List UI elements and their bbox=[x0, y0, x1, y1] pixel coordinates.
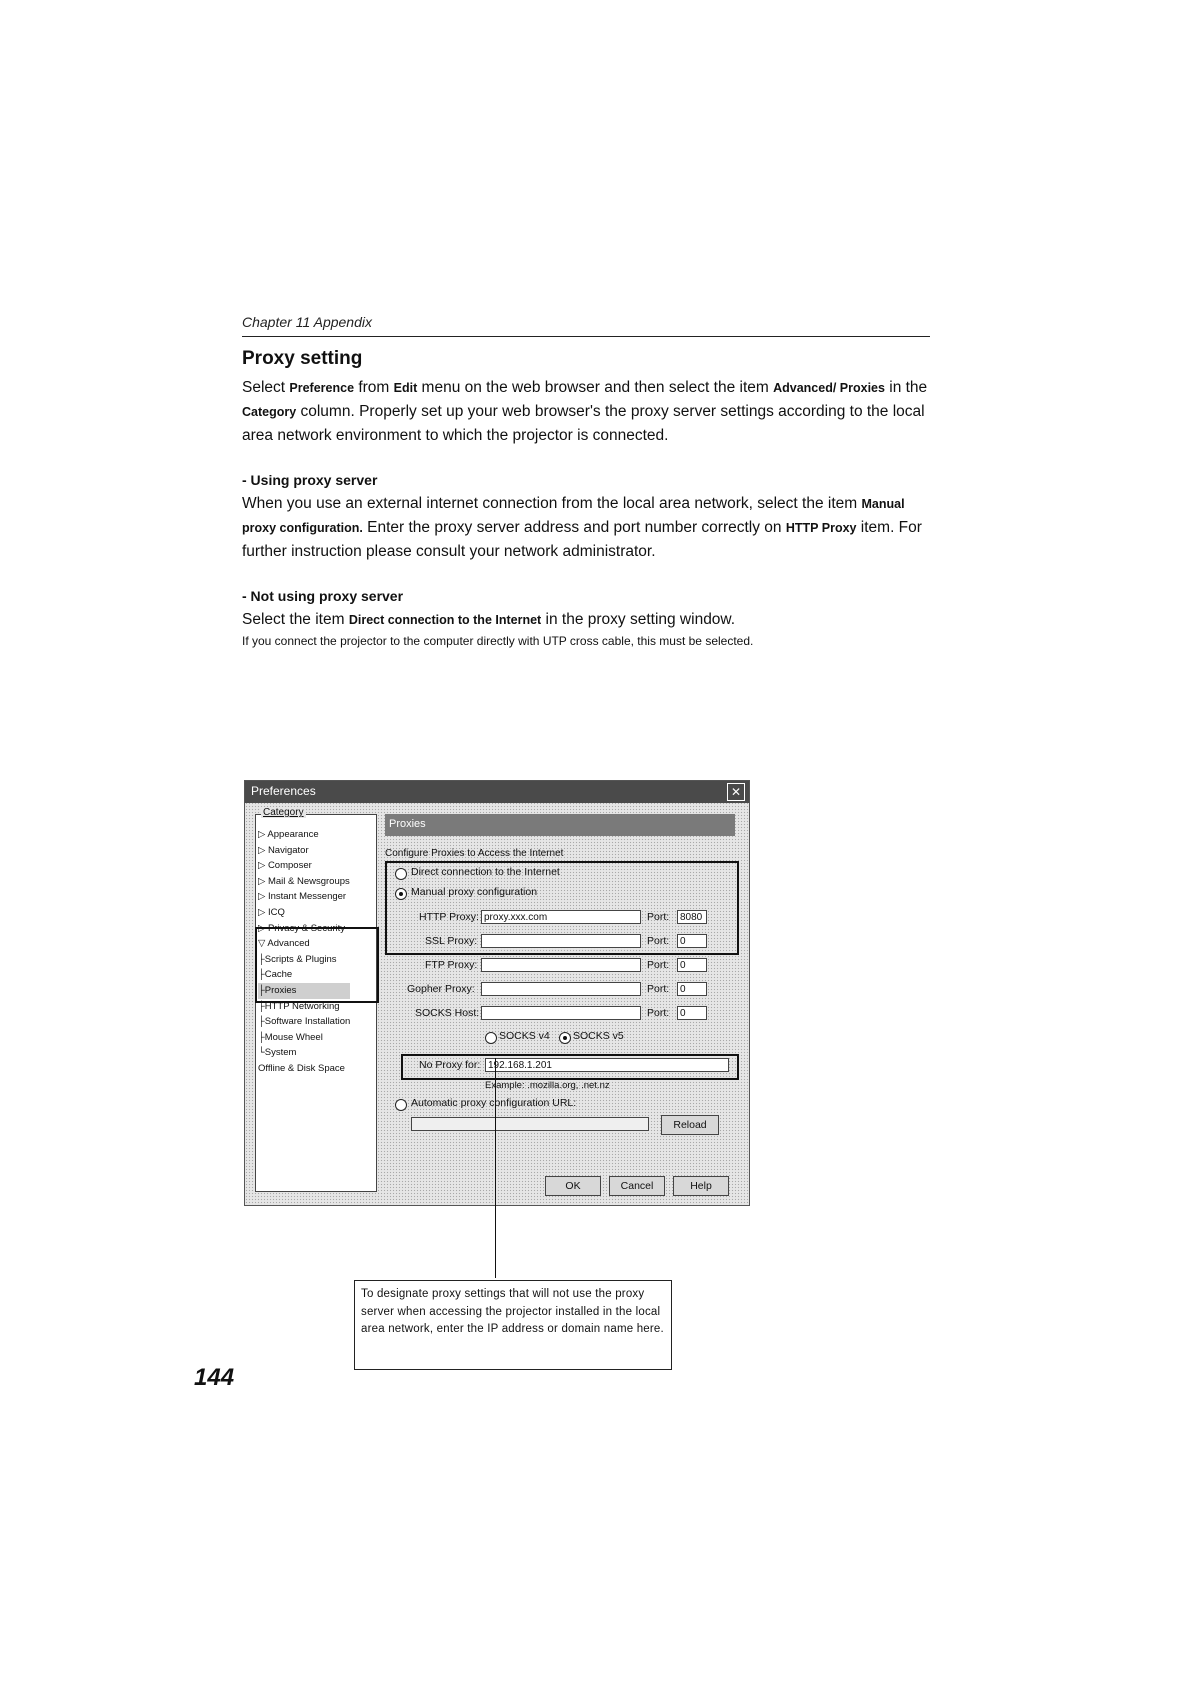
using-proxy-heading: - Using proxy server bbox=[242, 472, 378, 488]
socks-v4-label: SOCKS v4 bbox=[499, 1030, 550, 1042]
tree-item-proxies[interactable]: ├Proxies bbox=[258, 983, 350, 999]
automatic-url-field[interactable] bbox=[411, 1117, 649, 1131]
socks-port-field[interactable]: 0 bbox=[677, 1006, 707, 1020]
callout-line bbox=[495, 1058, 496, 1278]
tree-item-offline[interactable]: Offline & Disk Space bbox=[258, 1062, 345, 1074]
tree-item-navigator[interactable]: ▷ Navigator bbox=[258, 844, 309, 856]
manual-proxy-radio[interactable] bbox=[395, 888, 407, 900]
category-pane bbox=[255, 814, 377, 1192]
socks-v4-radio[interactable] bbox=[485, 1032, 497, 1044]
tree-item-system[interactable]: └System bbox=[258, 1047, 297, 1059]
direct-connection-radio[interactable] bbox=[395, 868, 407, 880]
header-rule bbox=[242, 336, 930, 337]
socks-host-label: SOCKS Host: bbox=[415, 1007, 480, 1019]
reload-button[interactable]: Reload bbox=[661, 1115, 719, 1135]
no-proxy-label: No Proxy for: bbox=[419, 1059, 481, 1071]
http-port-field[interactable]: 8080 bbox=[677, 910, 707, 924]
http-proxy-label: HTTP Proxy: bbox=[419, 911, 479, 923]
tree-item-icq[interactable]: ▷ ICQ bbox=[258, 906, 285, 918]
gopher-proxy-label: Gopher Proxy: bbox=[407, 983, 475, 995]
category-label: Category bbox=[263, 807, 304, 818]
proxies-panel-title: Proxies bbox=[389, 818, 426, 830]
gopher-port-label: Port: bbox=[647, 983, 670, 995]
tree-item-mouse-wheel[interactable]: ├Mouse Wheel bbox=[258, 1031, 323, 1043]
callout-text: To designate proxy settings that will not use the proxy server when accessing the projector installed in the local area network, enter the IP address or domain name here. bbox=[361, 1288, 664, 1335]
utp-note: If you connect the projector to the computer directly with UTP cross cable, this must be selected. bbox=[242, 634, 754, 648]
proxies-panel bbox=[385, 814, 737, 1156]
callout-box bbox=[354, 1280, 672, 1370]
ftp-port-label: Port: bbox=[647, 959, 670, 971]
help-button[interactable]: Help bbox=[673, 1176, 729, 1196]
section-title: Proxy setting bbox=[242, 348, 363, 369]
proxies-panel-header bbox=[385, 814, 735, 836]
ssl-port-label: Port: bbox=[647, 935, 670, 947]
tree-item-http-networking[interactable]: ├HTTP Networking bbox=[258, 1000, 340, 1012]
socks-v5-radio[interactable] bbox=[559, 1032, 571, 1044]
tree-item-scripts[interactable]: ├Scripts & Plugins bbox=[258, 953, 337, 965]
preferences-dialog bbox=[244, 780, 750, 1206]
tree-item-advanced[interactable]: ▽ Advanced bbox=[258, 938, 310, 950]
automatic-proxy-label: Automatic proxy configuration URL: bbox=[411, 1097, 577, 1109]
manual-proxy-label: Manual proxy configuration bbox=[411, 886, 538, 898]
direct-connection-label: Direct connection to the Internet bbox=[411, 866, 560, 878]
not-using-proxy-heading: - Not using proxy server bbox=[242, 588, 404, 604]
group-label: Configure Proxies to Access the Internet bbox=[385, 848, 564, 859]
intro-paragraph: Select Preference from Edit menu on the web browser and then select the item Advanced/ Proxies in the Category column. Properly set up your web browser's the proxy server settings according to the local area network environment to which the projector is connected. bbox=[242, 379, 928, 444]
ssl-proxy-label: SSL Proxy: bbox=[425, 935, 478, 947]
ssl-proxy-field[interactable] bbox=[481, 934, 641, 948]
dialog-titlebar bbox=[245, 781, 749, 803]
using-proxy-paragraph: When you use an external internet connection from the local area network, select the item Manual proxy configuration. Enter the proxy server address and port number correctly on HTTP Proxy item. For further instruction please consult your network administrator. bbox=[242, 495, 922, 560]
dialog-title: Preferences bbox=[251, 784, 316, 798]
ftp-port-field[interactable]: 0 bbox=[677, 958, 707, 972]
ok-button[interactable]: OK bbox=[545, 1176, 601, 1196]
ftp-proxy-label: FTP Proxy: bbox=[425, 959, 478, 971]
page-number: 144 bbox=[194, 1364, 235, 1391]
cancel-button[interactable]: Cancel bbox=[609, 1176, 665, 1196]
socks-port-label: Port: bbox=[647, 1007, 670, 1019]
tree-item-mail[interactable]: ▷ Mail & Newsgroups bbox=[258, 875, 350, 887]
automatic-proxy-radio[interactable] bbox=[395, 1099, 407, 1111]
ftp-proxy-field[interactable] bbox=[481, 958, 641, 972]
close-icon[interactable]: ✕ bbox=[727, 783, 745, 801]
not-using-proxy-paragraph: Select the item Direct connection to the Internet in the proxy setting window. bbox=[242, 611, 736, 628]
tree-item-appearance[interactable]: ▷ Appearance bbox=[258, 829, 319, 840]
tree-item-privacy[interactable]: ▷ Privacy & Security bbox=[258, 922, 346, 934]
tree-item-cache[interactable]: ├Cache bbox=[258, 969, 293, 981]
chapter-header: Chapter 11 Appendix bbox=[242, 314, 372, 330]
socks-host-field[interactable] bbox=[481, 1006, 641, 1020]
tree-item-software-installation[interactable]: ├Software Installation bbox=[258, 1016, 351, 1028]
tree-item-composer[interactable]: ▷ Composer bbox=[258, 860, 312, 872]
gopher-proxy-field[interactable] bbox=[481, 982, 641, 996]
http-port-label: Port: bbox=[647, 911, 670, 923]
no-proxy-field[interactable]: 192.168.1.201 bbox=[485, 1058, 729, 1072]
tree-item-messenger[interactable]: ▷ Instant Messenger bbox=[258, 891, 347, 903]
socks-v5-label: SOCKS v5 bbox=[573, 1030, 624, 1042]
no-proxy-example: Example: .mozilla.org, .net.nz bbox=[485, 1080, 610, 1091]
http-proxy-field[interactable]: proxy.xxx.com bbox=[481, 910, 641, 924]
advanced-highlight-box bbox=[255, 927, 379, 1003]
gopher-port-field[interactable]: 0 bbox=[677, 982, 707, 996]
ssl-port-field[interactable]: 0 bbox=[677, 934, 707, 948]
